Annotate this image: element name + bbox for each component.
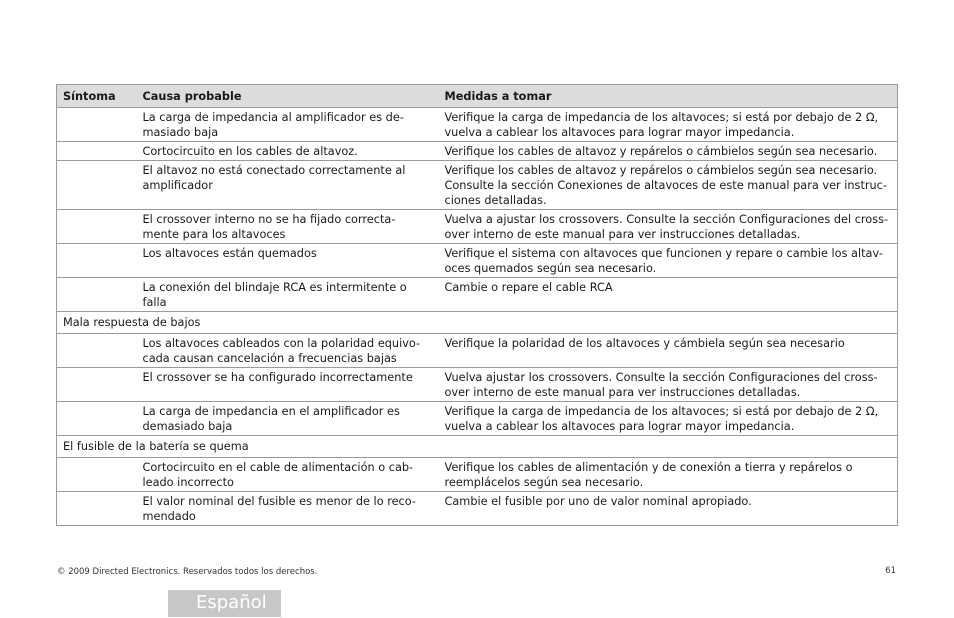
header-action: Medidas a tomar [439, 85, 898, 108]
cause-cell: La carga de impedancia al amplificador es de- masiado baja [143, 108, 439, 142]
table-row [57, 334, 898, 368]
cause-cell: Los altavoces cableados con la polaridad equivo- cada causan cancelación a frecuencias bajas [143, 334, 439, 368]
symptom-cell [57, 368, 143, 402]
table-row [57, 458, 898, 492]
table-body-group1 [57, 334, 898, 436]
group-header-row [57, 312, 898, 334]
group-header-row [57, 436, 898, 458]
action-cell: Vuelva a ajustar los crossovers. Consulte la sección Configuraciones del cross- over interno de este manual para ver instrucciones detalladas. [439, 210, 898, 244]
cause-cell: La carga de impedancia en el amplificador es demasiado baja [143, 402, 439, 436]
group-title-fuse: El fusible de la batería se quema [57, 436, 898, 458]
cause-cell: El altavoz no está conectado correctamente al amplificador [143, 161, 439, 210]
copyright-text: © 2009 Directed Electronics. Reservados todos los derechos. [57, 567, 318, 577]
page-number: 61 [885, 566, 896, 576]
table-body-group2 [57, 458, 898, 526]
table-header-row [57, 85, 898, 108]
table-row [57, 142, 898, 161]
group-fusible [57, 436, 898, 458]
action-cell: Verifique la polaridad de los altavoces y cámbiela según sea necesario [439, 334, 898, 368]
language-tab: Español [168, 590, 281, 617]
cause-cell: Cortocircuito en el cable de alimentación o cab- leado incorrecto [143, 458, 439, 492]
action-cell: Verifique la carga de impedancia de los altavoces; si está por debajo de 2 Ω, vuelva a cablear los altavoces para lograr mayor impedancia. [439, 108, 898, 142]
symptom-cell [57, 278, 143, 312]
table-body-main [57, 108, 898, 312]
table-row [57, 210, 898, 244]
table-row [57, 368, 898, 402]
symptom-cell [57, 402, 143, 436]
cause-cell: Cortocircuito en los cables de altavoz. [143, 142, 439, 161]
table-row [57, 278, 898, 312]
symptom-cell [57, 142, 143, 161]
troubleshooting-table [56, 84, 898, 526]
action-cell: Verifique los cables de altavoz y repárelos o cámbielos según sea necesario. [439, 142, 898, 161]
table-row [57, 108, 898, 142]
group-mala-respuesta [57, 312, 898, 334]
action-cell: Verifique los cables de altavoz y repárelos o cámbielos según sea necesario. Consulte la sección Conexiones de altavoces de este manual para ver instruc- ciones detalladas. [439, 161, 898, 210]
action-cell: Vuelva ajustar los crossovers. Consulte la sección Configuraciones del cross- over interno de este manual para ver instrucciones detalladas. [439, 368, 898, 402]
symptom-cell [57, 108, 143, 142]
action-cell: Cambie el fusible por uno de valor nominal apropiado. [439, 492, 898, 526]
symptom-cell [57, 492, 143, 526]
cause-cell: El crossover se ha configurado incorrectamente [143, 368, 439, 402]
symptom-cell [57, 210, 143, 244]
symptom-cell [57, 244, 143, 278]
action-cell: Verifique el sistema con altavoces que funcionen y repare o cambie los altav- oces quemados según sea necesario. [439, 244, 898, 278]
symptom-cell [57, 334, 143, 368]
group-title-bass: Mala respuesta de bajos [57, 312, 898, 334]
symptom-cell [57, 161, 143, 210]
cause-cell: La conexión del blindaje RCA es intermitente o falla [143, 278, 439, 312]
action-cell: Cambie o repare el cable RCA [439, 278, 898, 312]
cause-cell: El crossover interno no se ha fijado correcta- mente para los altavoces [143, 210, 439, 244]
action-cell: Verifique los cables de alimentación y de conexión a tierra y repárelos o reemplácelos según sea necesario. [439, 458, 898, 492]
table-row [57, 492, 898, 526]
symptom-cell [57, 458, 143, 492]
header-cause: Causa probable [143, 85, 439, 108]
table-row [57, 402, 898, 436]
table-row [57, 244, 898, 278]
cause-cell: El valor nominal del fusible es menor de lo reco- mendado [143, 492, 439, 526]
action-cell: Verifique la carga de impedancia de los altavoces; si está por debajo de 2 Ω, vuelva a cablear los altavoces para lograr mayor impedancia. [439, 402, 898, 436]
table-row [57, 161, 898, 210]
cause-cell: Los altavoces están quemados [143, 244, 439, 278]
header-symptom: Síntoma [57, 85, 143, 108]
